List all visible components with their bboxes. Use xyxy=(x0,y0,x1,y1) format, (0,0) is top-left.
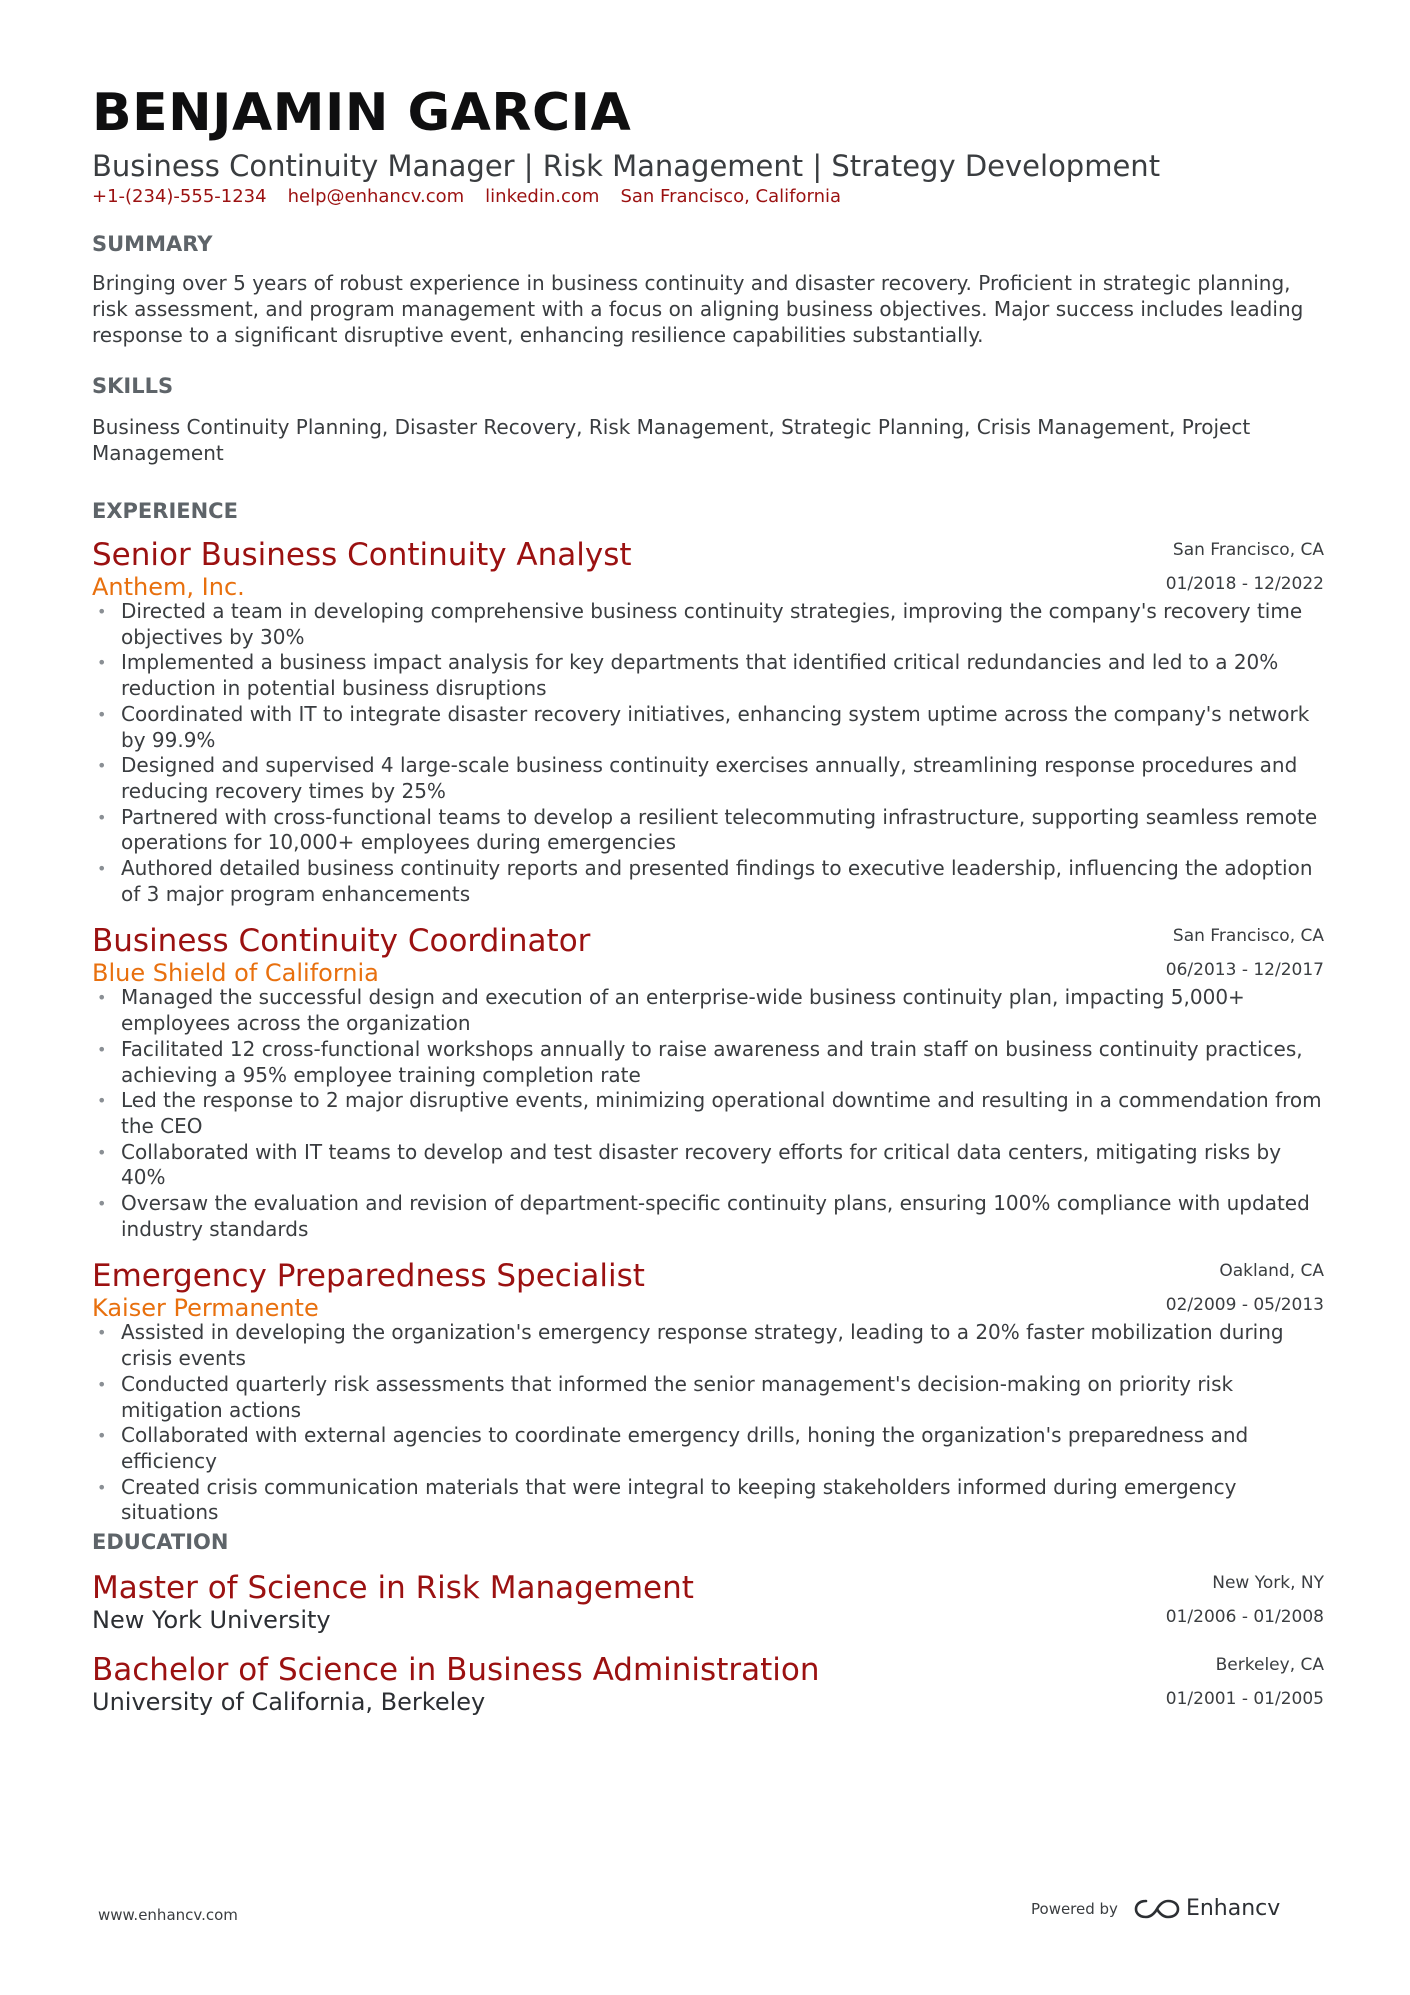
bullet-text: Directed a team in developing comprehensive business continuity strategies, improving the company's recovery time objectives by 30% xyxy=(121,599,1303,649)
skills-section xyxy=(92,372,1324,466)
job-title: Emergency Preparedness Specialist xyxy=(92,1258,645,1295)
entry-header xyxy=(92,921,1324,988)
bullet-text: Collaborated with external agencies to coordinate emergency drills, honing the organization's preparedness and efficiency xyxy=(121,1423,1249,1473)
experience-entry xyxy=(92,921,1324,1242)
job-bullets xyxy=(92,1320,1324,1526)
bullet-text: Collaborated with IT teams to develop and test disaster recovery efforts for critical data centers, mitigating risks by 40% xyxy=(121,1139,1282,1190)
summary-title: SUMMARY xyxy=(92,232,213,256)
bullet-item xyxy=(92,985,1324,1036)
bullet-icon: • xyxy=(97,1091,107,1111)
experience-entry xyxy=(92,1256,1324,1526)
company-name: Anthem, Inc. xyxy=(92,573,245,601)
bullet-icon: • xyxy=(97,807,107,827)
bullet-icon: • xyxy=(97,756,107,776)
school-dates: 01/2001 - 01/2005 xyxy=(1165,1689,1324,1709)
skills-text: Business Continuity Planning, Disaster Recovery, Risk Management, Strategic Planning, Crisis Management, Project Management xyxy=(92,415,1251,465)
entry-header xyxy=(92,1256,1324,1323)
degree-title: Master of Science in Risk Management xyxy=(92,1570,694,1606)
job-location: San Francisco, CA xyxy=(1172,540,1324,560)
bullet-icon: • xyxy=(97,653,107,673)
job-bullets xyxy=(92,985,1324,1242)
phone-link[interactable]: +1-(234)-555-1234 xyxy=(92,186,267,207)
experience-title: EXPERIENCE xyxy=(92,499,238,523)
bullet-icon: • xyxy=(97,704,107,724)
experience-entry xyxy=(92,535,1324,907)
enhancv-logo-icon xyxy=(1134,1897,1180,1921)
experience-section xyxy=(92,497,1324,1526)
bullet-item xyxy=(92,1088,1324,1139)
degree-title: Bachelor of Science in Business Administration xyxy=(92,1652,820,1688)
summary-section xyxy=(92,230,1324,348)
email-link[interactable]: help@enhancv.com xyxy=(287,186,465,207)
bullet-icon: • xyxy=(97,859,107,879)
bullet-icon: • xyxy=(97,988,107,1008)
bullet-item xyxy=(92,1372,1324,1423)
bullet-item xyxy=(92,1191,1324,1242)
bullet-text: Partnered with cross-functional teams to develop a resilient telecommuting infrastructure, supporting seamless remote operations for 10,000+ employees during emergencies xyxy=(121,804,1318,855)
entry-header xyxy=(92,1568,1324,1632)
job-location: Oakland, CA xyxy=(1219,1261,1324,1282)
company-name: Kaiser Permanente xyxy=(92,1294,319,1323)
bullet-item xyxy=(92,856,1324,907)
bullet-icon: • xyxy=(97,602,107,621)
school-location: Berkeley, CA xyxy=(1215,1655,1324,1675)
bullet-text: Authored detailed business continuity reports and presented findings to executive leadership, influencing the adoption of 3 major program enhancements xyxy=(121,856,1313,906)
location-text: San Francisco, California xyxy=(620,186,842,207)
school-name: New York University xyxy=(92,1606,331,1634)
school-name: University of California, Berkeley xyxy=(92,1688,486,1716)
bullet-text: Assisted in developing the organization's emergency response strategy, leading to a 20% faster mobilization during crisis events xyxy=(121,1320,1284,1371)
job-dates: 06/2013 - 12/2017 xyxy=(1165,960,1324,981)
bullet-icon: • xyxy=(97,1142,107,1162)
bullet-icon: • xyxy=(97,1039,107,1059)
brand-name: Enhancv xyxy=(1185,1896,1281,1921)
bullet-text: Designed and supervised 4 large-scale business continuity exercises annually, streamlining response procedures and reducing recovery times by 25% xyxy=(121,753,1298,803)
bullet-item xyxy=(92,805,1324,856)
job-bullets xyxy=(92,599,1324,907)
bullet-item xyxy=(92,753,1324,804)
bullet-icon: • xyxy=(97,1194,107,1214)
school-dates: 01/2006 - 01/2008 xyxy=(1165,1607,1324,1627)
candidate-headline: Business Continuity Manager | Risk Management | Strategy Development xyxy=(92,149,1161,183)
bullet-text: Conducted quarterly risk assessments that informed the senior management's decision-making on priority risk mitigation actions xyxy=(121,1371,1234,1422)
bullet-item xyxy=(92,702,1324,753)
job-location: San Francisco, CA xyxy=(1172,926,1324,947)
bullet-icon: • xyxy=(97,1426,107,1446)
bullet-item xyxy=(92,1475,1324,1526)
skills-title: SKILLS xyxy=(92,374,174,398)
powered-by-label: Powered by xyxy=(1031,1899,1118,1918)
education-entry xyxy=(92,1568,1324,1632)
contact-bar xyxy=(92,184,1324,210)
footer-website-link[interactable]: www.enhancv.com xyxy=(98,1906,238,1924)
bullet-icon: • xyxy=(97,1374,107,1394)
summary-text: Bringing over 5 years of robust experience in business continuity and disaster recovery. Proficient in strategic planning, risk assessment, and program management with a focus on aligning business objectives. Major success includes leading response to a significant disruptive event, enhancing resilience capabilities substantially. xyxy=(92,271,1304,347)
bullet-item xyxy=(92,599,1324,650)
bullet-icon: • xyxy=(97,1323,107,1343)
job-title: Business Continuity Coordinator xyxy=(92,923,591,960)
bullet-text: Facilitated 12 cross-functional workshops annually to raise awareness and train staff on business continuity practices, achieving a 95% employee training completion rate xyxy=(121,1036,1303,1087)
bullet-text: Implemented a business impact analysis for key departments that identified critical redundancies and led to a 20% reduction in potential business disruptions xyxy=(121,650,1279,701)
bullet-text: Created crisis communication materials that were integral to keeping stakeholders informed during emergency situations xyxy=(121,1474,1237,1525)
linkedin-link[interactable]: linkedin.com xyxy=(485,186,600,207)
entry-header xyxy=(92,535,1324,599)
candidate-name: BENJAMIN GARCIA xyxy=(92,83,632,143)
education-section xyxy=(92,1528,1324,1714)
bullet-item xyxy=(92,1140,1324,1191)
bullet-text: Led the response to 2 major disruptive events, minimizing operational downtime and resulting in a commendation from the CEO xyxy=(121,1088,1322,1138)
education-title: EDUCATION xyxy=(92,1530,229,1554)
school-location: New York, NY xyxy=(1212,1573,1324,1593)
brand-logo[interactable] xyxy=(1134,1896,1280,1921)
job-dates: 02/2009 - 05/2013 xyxy=(1165,1295,1324,1316)
company-name: Blue Shield of California xyxy=(92,959,379,988)
bullet-item xyxy=(92,1037,1324,1088)
job-dates: 01/2018 - 12/2022 xyxy=(1165,574,1324,594)
bullet-item xyxy=(92,650,1324,701)
bullet-text: Managed the successful design and execution of an enterprise-wide business continuity plan, impacting 5,000+ employees across the organization xyxy=(121,985,1245,1036)
entry-header xyxy=(92,1650,1324,1714)
bullet-icon: • xyxy=(97,1477,107,1497)
job-title: Senior Business Continuity Analyst xyxy=(92,537,632,573)
education-entry xyxy=(92,1650,1324,1714)
resume-page xyxy=(92,78,1324,1716)
footer-branding xyxy=(1031,1896,1280,1921)
bullet-text: Oversaw the evaluation and revision of department-specific continuity plans, ensuring 100% compliance with updated industry standards xyxy=(121,1191,1310,1241)
bullet-item xyxy=(92,1423,1324,1474)
bullet-text: Coordinated with IT to integrate disaster recovery initiatives, enhancing system uptime across the company's network by 99.9% xyxy=(121,701,1310,752)
bullet-item xyxy=(92,1320,1324,1371)
